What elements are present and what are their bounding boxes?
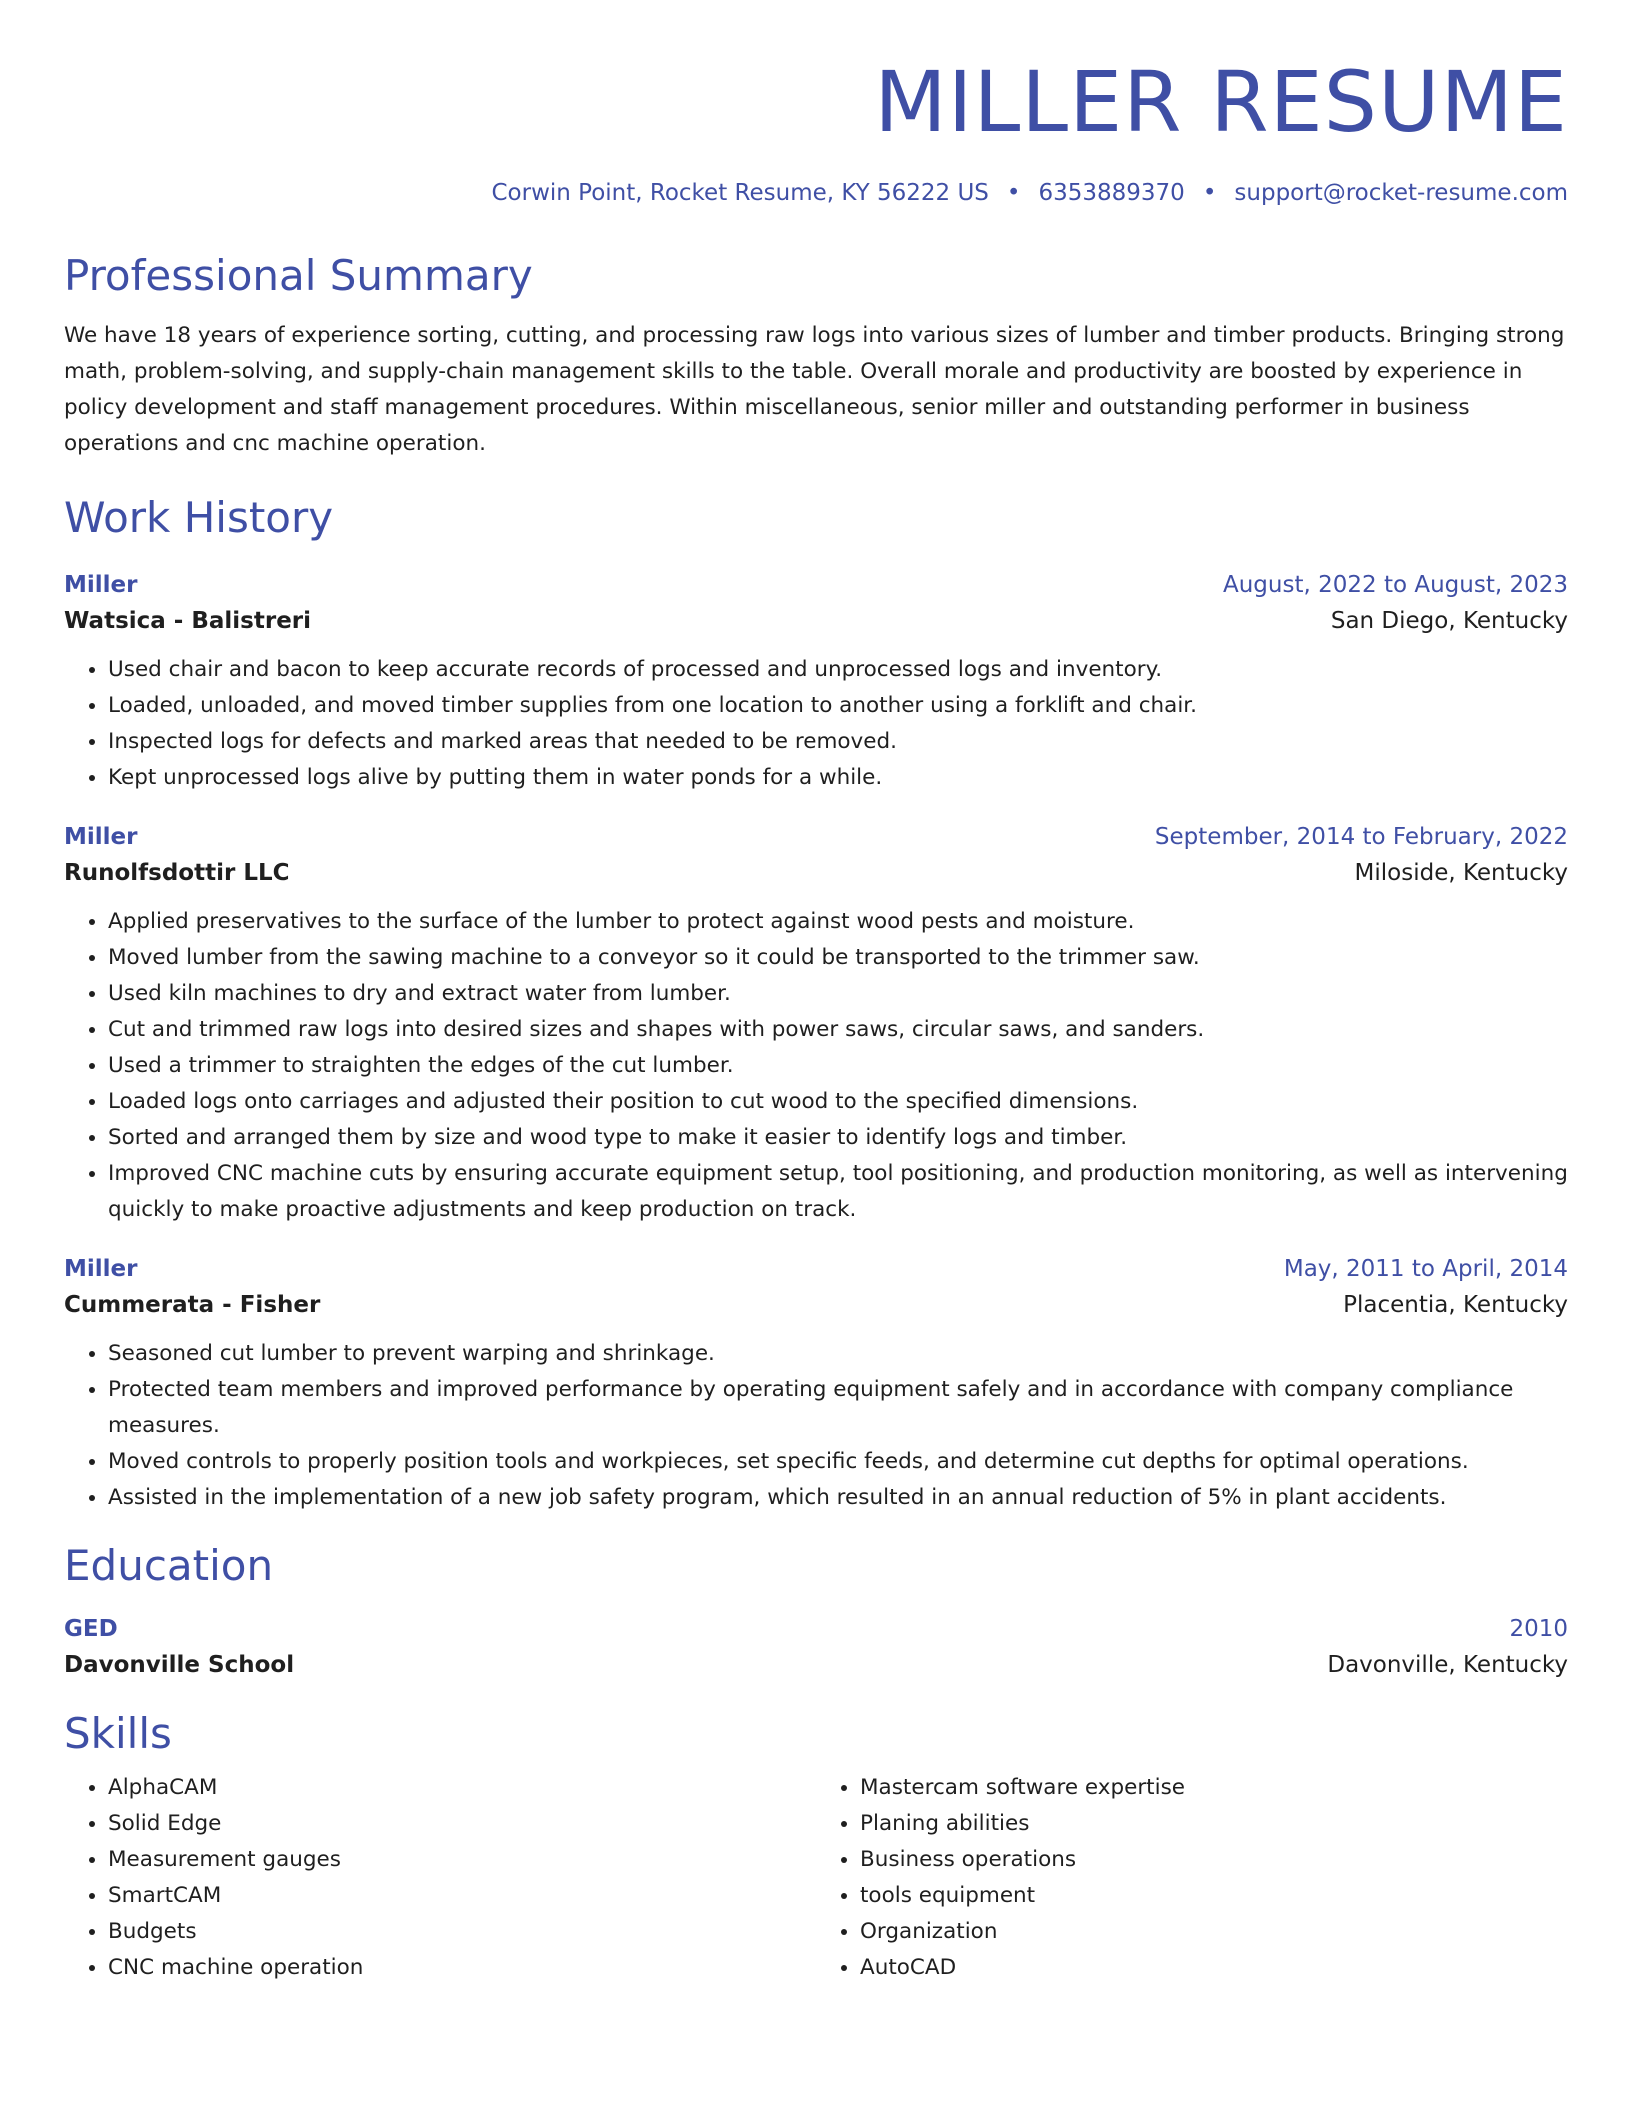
education-entry xyxy=(64,1612,1568,1684)
skill-item: • Budgets xyxy=(108,1914,816,1950)
education-location: Davonville, Kentucky xyxy=(1327,1652,1568,1678)
job-duty: • Kept unprocessed logs alive by putting them in water ponds for a while. xyxy=(108,760,1568,796)
contact-address: Corwin Point, Rocket Resume, KY 56222 US xyxy=(491,180,989,206)
job-dates: May, 2011 to April, 2014 xyxy=(1283,1256,1568,1282)
resume-name: MILLER RESUME xyxy=(874,53,1568,151)
work-history-heading: Work History xyxy=(64,493,334,542)
skills-list-right xyxy=(816,1770,1568,1986)
job-duty: • Improved CNC machine cuts by ensuring accurate equipment setup, tool positioning, and production monitoring, as well as intervening quickly to make proactive adjustments and keep production on track. xyxy=(108,1156,1568,1228)
job-duty: • Assisted in the implementation of a new job safety program, which resulted in an annual reduction of 5% in plant accidents. xyxy=(108,1480,1568,1516)
skills-list-left xyxy=(64,1770,816,1986)
job-duty: • Seasoned cut lumber to prevent warping and shrinkage. xyxy=(108,1336,1568,1372)
education-heading: Education xyxy=(64,1541,274,1590)
job-duties-list xyxy=(64,652,1568,796)
job-employer: Watsica - Balistreri xyxy=(64,608,312,634)
skill-item: • Organization xyxy=(860,1914,1568,1950)
summary-text: We have 18 years of experience sorting, cutting, and processing raw logs into various sizes of lumber and timber products. Bringing strong math, problem-solving, and supply-chain management skills to the table. Overall morale and productivity are boosted by experience in policy development and staff management procedures. Within miscellaneous, senior miller and outstanding performer in business operations and cnc machine operation. xyxy=(64,323,1565,456)
job-title: Miller xyxy=(64,824,138,850)
job-duty: • Applied preservatives to the surface of the lumber to protect against wood pests and moisture. xyxy=(108,904,1568,940)
education-degree: GED xyxy=(64,1616,118,1642)
contact-line xyxy=(64,178,1568,208)
skill-item: • tools equipment xyxy=(860,1878,1568,1914)
job-dates: August, 2022 to August, 2023 xyxy=(1223,572,1568,598)
education-school: Davonville School xyxy=(64,1652,295,1678)
skill-item: • Planing abilities xyxy=(860,1806,1568,1842)
job-location: Placentia, Kentucky xyxy=(1343,1292,1568,1318)
skill-item: • Measurement gauges xyxy=(108,1842,816,1878)
contact-separator: • xyxy=(1006,180,1021,206)
education-year: 2010 xyxy=(1509,1616,1568,1642)
job-title: Miller xyxy=(64,1256,138,1282)
job-duty: • Loaded logs onto carriages and adjusted their position to cut wood to the specified dimensions. xyxy=(108,1084,1568,1120)
job-duty: • Used a trimmer to straighten the edges of the cut lumber. xyxy=(108,1048,1568,1084)
job-employer: Cummerata - Fisher xyxy=(64,1292,321,1318)
job-employer: Runolfsdottir LLC xyxy=(64,860,290,886)
skills-columns xyxy=(64,1770,1568,1986)
contact-email: support@rocket-resume.com xyxy=(1234,180,1568,206)
job-entry xyxy=(64,820,1568,1228)
skill-item: • Solid Edge xyxy=(108,1806,816,1842)
contact-phone: 6353889370 xyxy=(1038,180,1185,206)
job-duty: • Moved controls to properly position tools and workpieces, set specific feeds, and determine cut depths for optimal operations. xyxy=(108,1444,1568,1480)
job-location: San Diego, Kentucky xyxy=(1330,608,1568,634)
skill-item: • AutoCAD xyxy=(860,1950,1568,1986)
skill-item: • AlphaCAM xyxy=(108,1770,816,1806)
skill-item: • CNC machine operation xyxy=(108,1950,816,1986)
job-duty: • Used kiln machines to dry and extract water from lumber. xyxy=(108,976,1568,1012)
job-duties-list xyxy=(64,1336,1568,1516)
job-dates: September, 2014 to February, 2022 xyxy=(1154,824,1568,850)
job-duty: • Protected team members and improved performance by operating equipment safely and in accordance with company compliance measures. xyxy=(108,1372,1568,1444)
skills-heading: Skills xyxy=(64,1709,172,1758)
skill-item: • Business operations xyxy=(860,1842,1568,1878)
skill-item: • SmartCAM xyxy=(108,1878,816,1914)
job-duty: • Loaded, unloaded, and moved timber supplies from one location to another using a forklift and chair. xyxy=(108,688,1568,724)
summary-heading: Professional Summary xyxy=(64,251,533,300)
job-entry xyxy=(64,1252,1568,1516)
job-duty: • Inspected logs for defects and marked areas that needed to be removed. xyxy=(108,724,1568,760)
job-duty: • Used chair and bacon to keep accurate records of processed and unprocessed logs and inventory. xyxy=(108,652,1568,688)
job-entry xyxy=(64,568,1568,796)
job-location: Miloside, Kentucky xyxy=(1354,860,1568,886)
job-duty: • Cut and trimmed raw logs into desired sizes and shapes with power saws, circular saws, and sanders. xyxy=(108,1012,1568,1048)
skill-item: • Mastercam software expertise xyxy=(860,1770,1568,1806)
job-duties-list xyxy=(64,904,1568,1228)
contact-separator: • xyxy=(1202,180,1217,206)
job-duty: • Moved lumber from the sawing machine to a conveyor so it could be transported to the trimmer saw. xyxy=(108,940,1568,976)
job-duty: • Sorted and arranged them by size and wood type to make it easier to identify logs and timber. xyxy=(108,1120,1568,1156)
job-title: Miller xyxy=(64,572,138,598)
